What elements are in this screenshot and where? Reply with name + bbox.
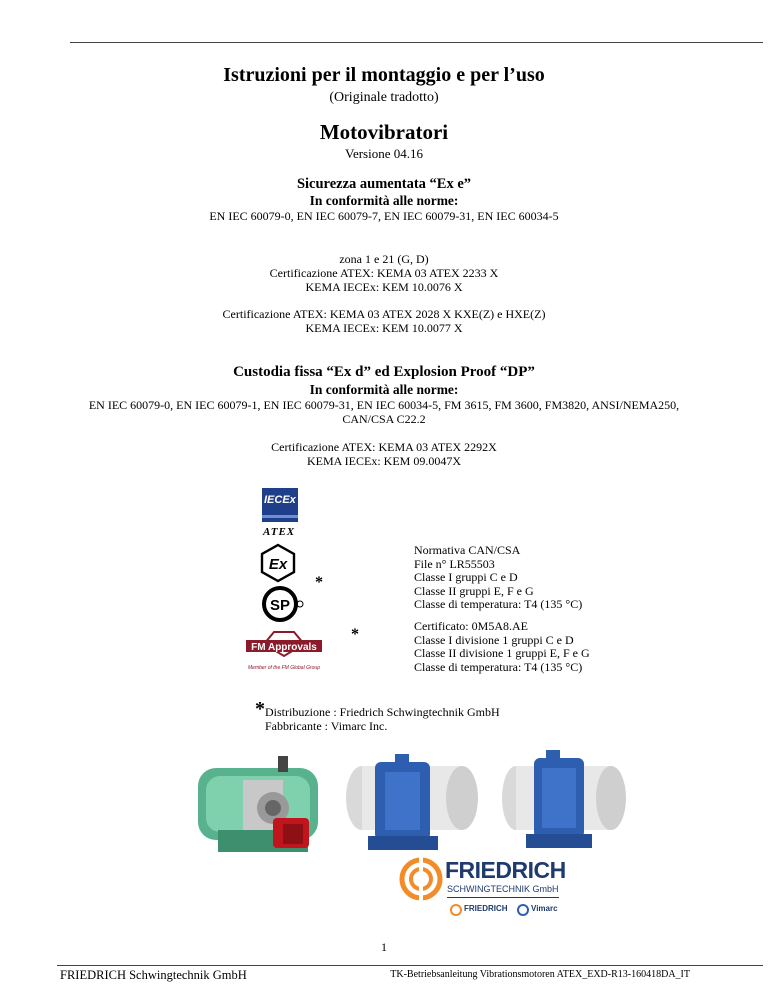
section2-atex-cert: Certificazione ATEX: KEMA 03 ATEX 2292X xyxy=(271,440,497,454)
csa-line: File n° LR55503 xyxy=(414,556,495,571)
friedrich-logo-icon xyxy=(399,857,443,901)
csa-line: Classe I gruppi C e D xyxy=(414,570,518,584)
manufacturer-line: Fabbricante : Vimarc Inc. xyxy=(265,719,388,733)
ex-hexagon-icon xyxy=(258,543,298,583)
csa-line: Normativa CAN/CSA xyxy=(414,543,521,557)
atex-cert-2: Certificazione ATEX: KEMA 03 ATEX 2028 X KXE(Z) e HXE(Z) xyxy=(222,307,546,321)
atex-logo-text: ATEX xyxy=(263,526,296,538)
section2-heading: Custodia fissa “Ex d” ed Explosion Proof “DP” xyxy=(233,364,535,380)
fm-info-block xyxy=(414,620,590,674)
zone-label: zona 1 e 21 (G, D) xyxy=(339,252,429,266)
svg-text:Ex: Ex xyxy=(268,556,288,573)
vimarc-small-text: Vimarc xyxy=(531,904,558,913)
svg-text:FM Approvals: FM Approvals xyxy=(251,642,317,653)
fm-sub-text: Member of the FM Global Group xyxy=(248,665,320,671)
section1-heading: Sicurezza aumentata “Ex e” xyxy=(296,176,472,192)
csa-logo-icon xyxy=(262,586,306,622)
section2-iecex-cert: KEMA IECEx: KEM 09.0047X xyxy=(307,454,461,468)
iecex-cert-1: KEMA IECEx: KEM 10.0076 X xyxy=(305,280,463,294)
vimarc-small-icon xyxy=(517,904,529,916)
iecex-logo xyxy=(262,488,298,522)
fm-approvals-logo xyxy=(244,630,324,672)
friedrich-small-icon xyxy=(450,904,462,916)
fm-star: * xyxy=(351,626,359,643)
document-subtitle: (Originale tradotto) xyxy=(329,90,439,105)
section2-norms-line1: EN IEC 60079-0, EN IEC 60079-1, EN IEC 60079-31, EN IEC 60034-5, FM 3615, FM 3600, FM3820, ANSI/NEMA250, xyxy=(88,398,680,412)
atex-cert-1: Certificazione ATEX: KEMA 03 ATEX 2233 X xyxy=(269,266,499,280)
motor-blue-image-1 xyxy=(340,750,485,860)
section2-conformity: In conformità alle norme: xyxy=(309,382,459,397)
csa-line: Classe II gruppi E, F e G xyxy=(414,583,534,598)
svg-text:SP: SP xyxy=(269,597,291,614)
iecex-cert-2: KEMA IECEx: KEM 10.0077 X xyxy=(305,321,463,335)
friedrich-brand-name: FRIEDRICH xyxy=(445,857,566,883)
footer-rule xyxy=(57,965,763,966)
csa-line: Classe di temperatura: T4 (135 °C) xyxy=(414,597,583,611)
motor-cutaway-image xyxy=(188,750,333,870)
header-rule xyxy=(70,42,763,43)
motor-blue-image-2 xyxy=(496,748,631,858)
footer-left: FRIEDRICH Schwingtechnik GmbH xyxy=(60,968,247,982)
section1-conformity: In conformità alle norme: xyxy=(309,193,459,208)
fm-line: Classe II divisione 1 gruppi E, F e G xyxy=(414,646,590,660)
section2-norms-line2: CAN/CSA C22.2 xyxy=(342,412,426,426)
friedrich-small-text: FRIEDRICH xyxy=(464,904,508,913)
csa-info-block xyxy=(414,544,582,612)
fm-line: Certificato: 0M5A8.AE xyxy=(414,619,528,633)
page-number: 1 xyxy=(381,940,387,954)
distribution-star: * xyxy=(255,698,265,720)
friedrich-brand-sub: SCHWINGTECHNIK GmbH xyxy=(447,884,559,894)
iecex-logo-text: IECEx xyxy=(264,494,296,506)
section1-norms: EN IEC 60079-0, EN IEC 60079-7, EN IEC 60079-31, EN IEC 60034-5 xyxy=(209,209,559,223)
distribution-line: Distribuzione : Friedrich Schwingtechnik GmbH xyxy=(265,705,500,719)
fm-line: Classe I divisione 1 gruppi C e D xyxy=(414,632,574,647)
brand-rule xyxy=(447,897,559,898)
product-name: Motovibratori xyxy=(319,120,449,144)
csa-star: * xyxy=(315,574,323,591)
fm-line: Classe di temperatura: T4 (135 °C) xyxy=(414,659,583,674)
footer-right: TK-Betriebsanleitung Vibrationsmotoren ATEX_EXD-R13-160418DA_IT xyxy=(390,969,690,980)
document-title: Istruzioni per il montaggio e per l’uso xyxy=(223,64,545,86)
version-label: Versione 04.16 xyxy=(345,146,423,161)
